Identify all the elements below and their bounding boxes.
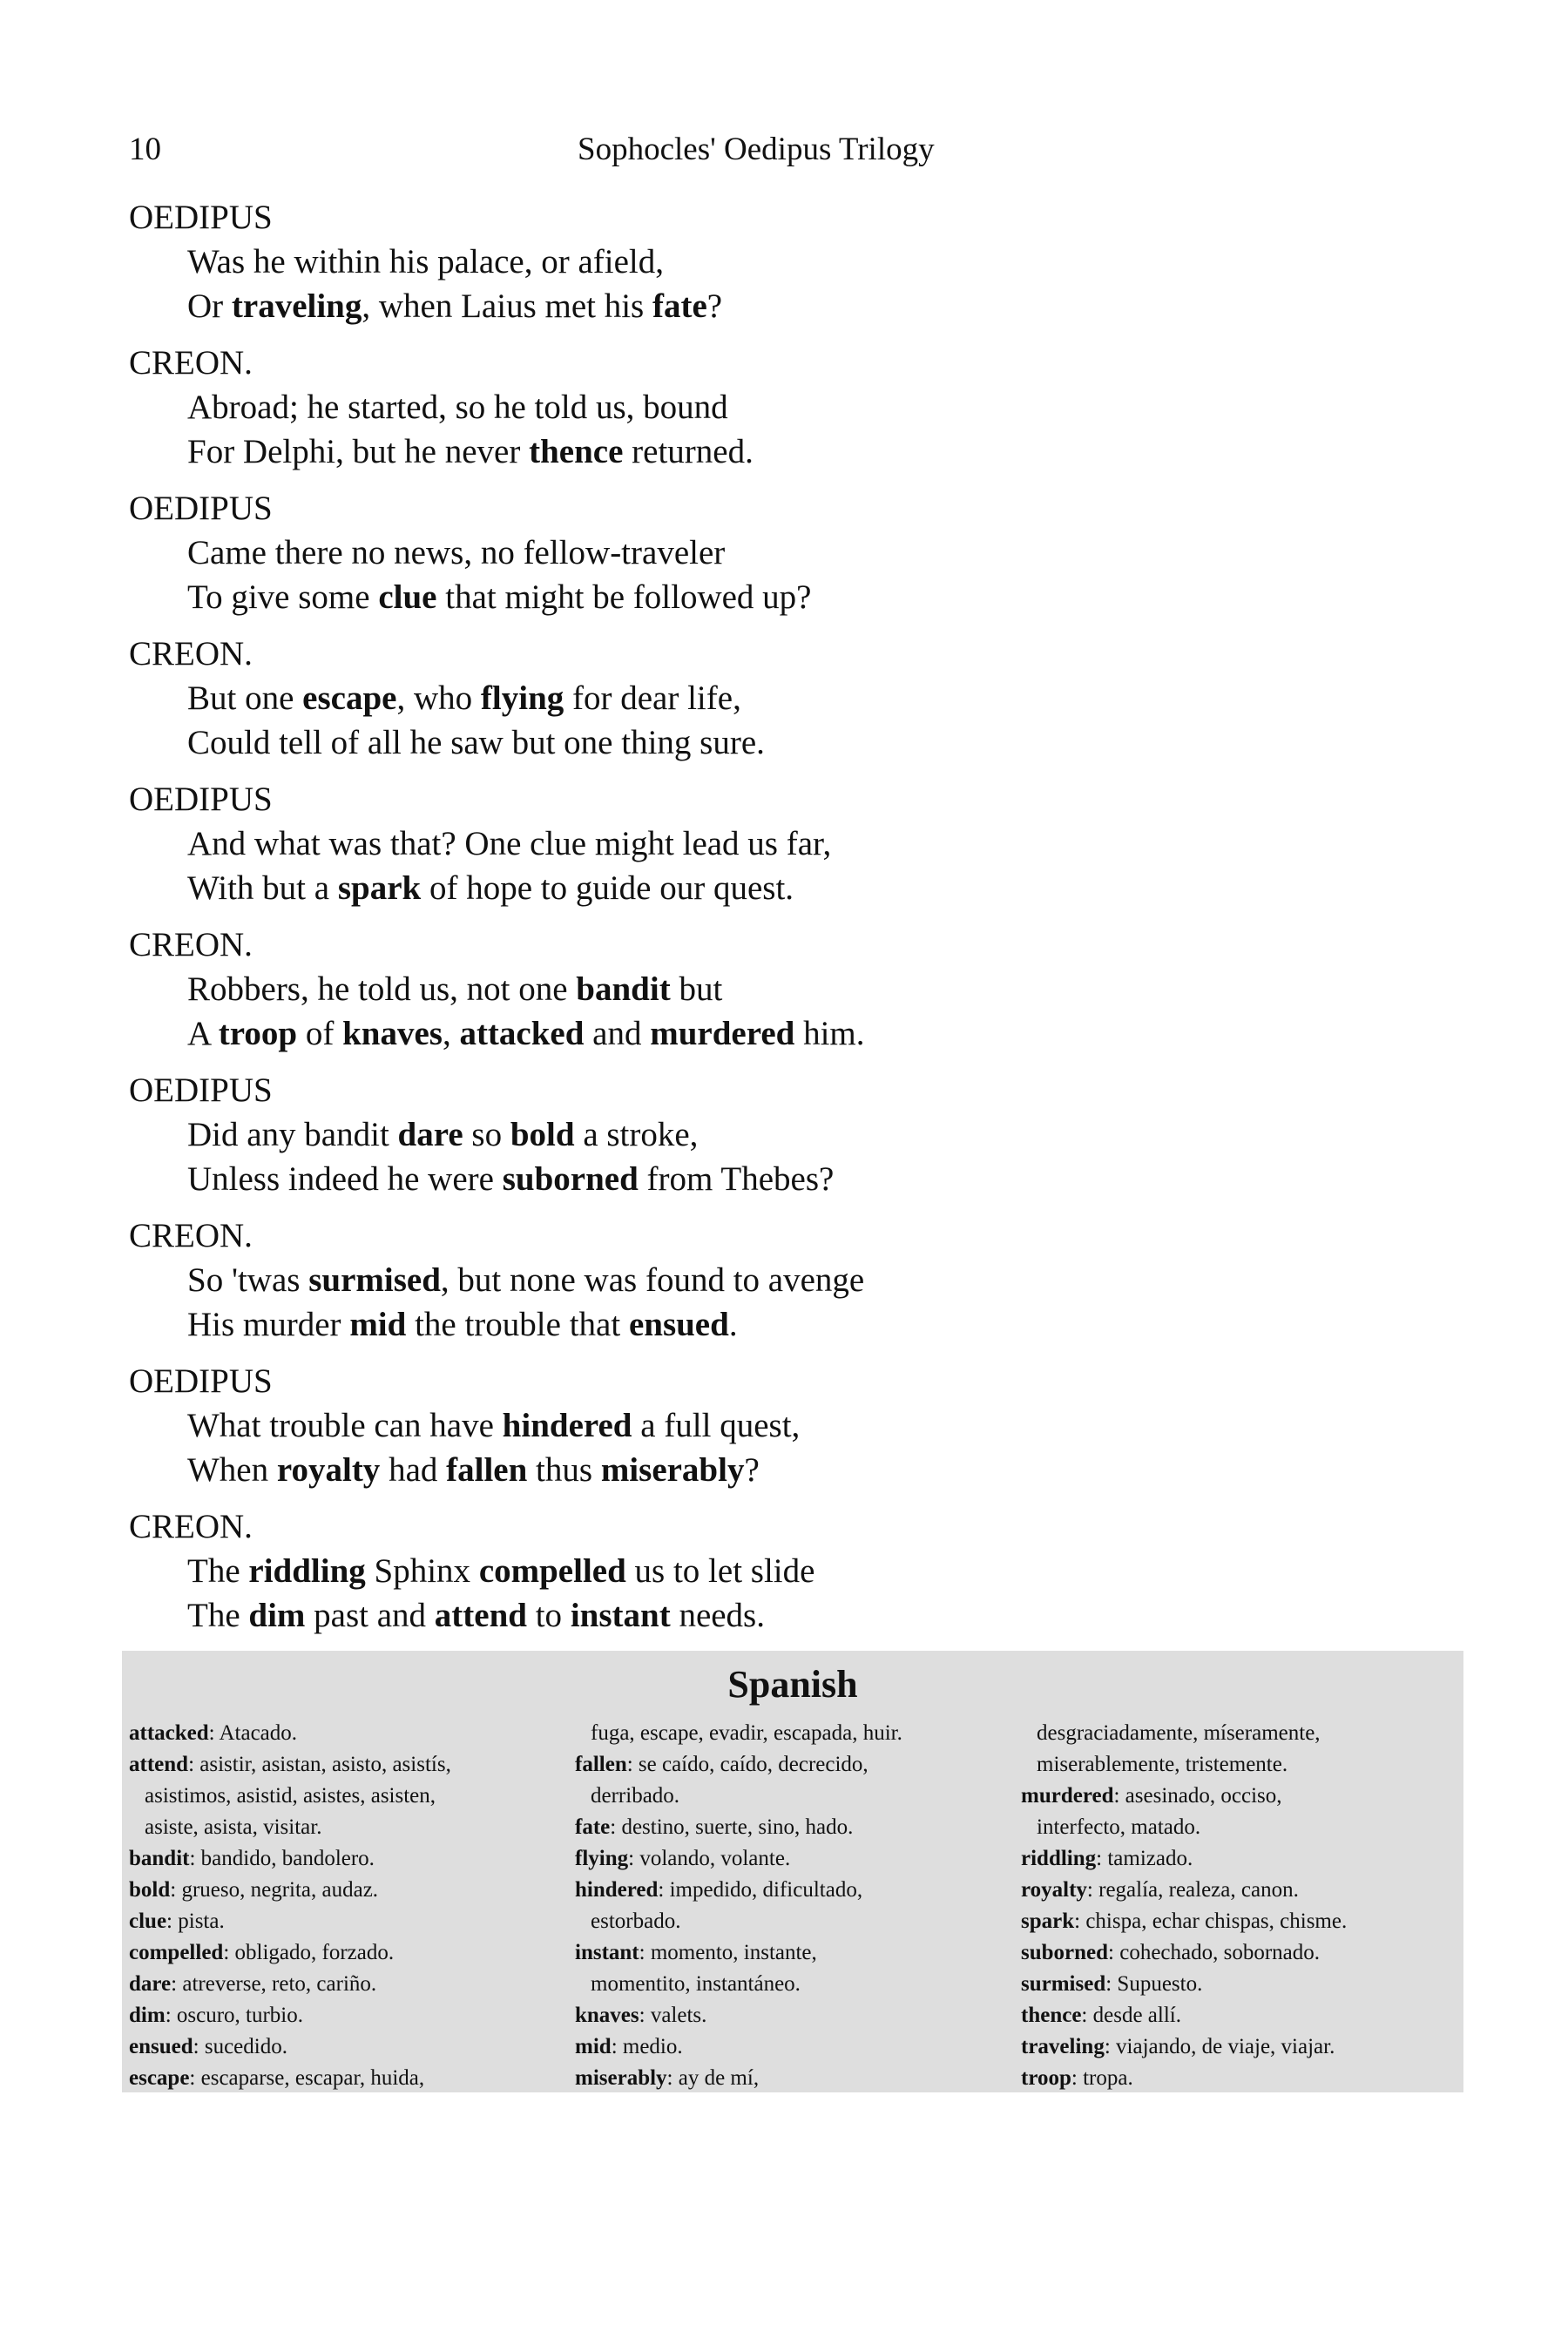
vocabulary-word: surmised [308, 1261, 441, 1299]
speaker-name: OEDIPUS [129, 781, 273, 818]
glossary-entry [575, 1749, 1002, 1812]
vocabulary-word: bandit [576, 970, 671, 1008]
glossary-term: murdered [1021, 1784, 1114, 1808]
glossary-entry [129, 2000, 556, 2031]
exchange [129, 1213, 1453, 1347]
verse-text: returned. [623, 433, 754, 470]
verse-line [129, 866, 1453, 910]
glossary-definition: : medio. [611, 2035, 683, 2058]
vocabulary-word: compelled [478, 1552, 626, 1590]
verse-text: a full quest, [632, 1407, 801, 1444]
glossary-entry [129, 1969, 556, 2000]
glossary-definition: : se caído, caído, decrecido, [626, 1753, 868, 1776]
glossary-definition: : pista. [166, 1909, 225, 1933]
glossary-definition: : regalía, realeza, canon. [1086, 1878, 1299, 1902]
verse-text: a stroke, [574, 1116, 699, 1153]
vocabulary-word: thence [529, 433, 624, 470]
glossary-entry [1021, 1906, 1448, 1937]
glossary-column [129, 1718, 556, 2094]
glossary-definition: : desde allí. [1081, 2004, 1181, 2027]
glossary-term: mid [575, 2035, 612, 2058]
glossary-term: compelled [129, 1941, 224, 1964]
exchange [129, 1504, 1453, 1638]
glossary-definition: : tropa. [1071, 2066, 1133, 2090]
vocabulary-word: escape [302, 679, 397, 717]
glossary-definition-continued: momentito, instantáneo. [591, 1972, 801, 1996]
verse-text: , but none was found to avenge [440, 1261, 865, 1299]
verse-text: Did any bandit [187, 1116, 398, 1153]
speaker-name: CREON. [129, 635, 253, 672]
glossary-entry [575, 2031, 1002, 2063]
glossary-definition: : cohechado, sobornado. [1108, 1941, 1321, 1964]
glossary-definition-continued: asistimos, asistid, asistes, asisten, [145, 1784, 436, 1808]
exchange [129, 632, 1453, 765]
glossary-definition: : grueso, negrita, audaz. [170, 1878, 379, 1902]
glossary-term: bold [129, 1878, 171, 1902]
verse-text: So 'twas [187, 1261, 309, 1299]
exchange [129, 195, 1453, 328]
vocabulary-word: dare [397, 1116, 463, 1153]
verse-line [129, 1448, 1453, 1492]
verse-line [129, 429, 1453, 474]
verse-line [129, 385, 1453, 429]
speaker-name: CREON. [129, 926, 253, 963]
glossary-entry [129, 1749, 556, 1843]
glossary-definition-continued: derribado. [591, 1784, 680, 1808]
glossary-definition: : ay de mí, [666, 2066, 760, 2090]
glossary-definition: : escaparse, escapar, huida, [189, 2066, 425, 2090]
verse-line [129, 1258, 1453, 1302]
verse-text: Or [187, 287, 232, 325]
speaker-name: OEDIPUS [129, 1071, 273, 1109]
glossary-entry [129, 2063, 556, 2094]
vocabulary-word: flying [480, 679, 564, 717]
verse-line [129, 1403, 1453, 1448]
verse-text: With but a [187, 869, 338, 907]
verse-text: of [297, 1015, 343, 1052]
glossary-entry [1021, 2000, 1448, 2031]
vocabulary-word: clue [378, 578, 437, 616]
vocabulary-word: ensued [628, 1306, 729, 1343]
glossary-term: thence [1021, 2004, 1082, 2027]
verse-line [129, 531, 1453, 575]
verse-text: ? [744, 1451, 760, 1489]
glossary-column [1021, 1718, 1448, 2094]
vocabulary-word: instant [570, 1597, 671, 1634]
glossary-entry [129, 1843, 556, 1875]
verse-text: To give some [187, 578, 379, 616]
exchange [129, 341, 1453, 474]
verse-text: the trouble that [406, 1306, 629, 1343]
glossary-term: traveling [1021, 2035, 1105, 2058]
verse-line [129, 1549, 1453, 1593]
glossary-definition: : volando, volante. [628, 1847, 791, 1870]
glossary-term: attend [129, 1753, 189, 1776]
vocabulary-word: riddling [248, 1552, 366, 1590]
glossary-definition: : valets. [639, 2004, 707, 2027]
verse-line [129, 1011, 1453, 1056]
glossary-definition: : destino, suerte, sino, hado. [610, 1815, 854, 1839]
vocabulary-word: attacked [459, 1015, 585, 1052]
verse-text: , who [396, 679, 481, 717]
verse-text: The [187, 1552, 249, 1590]
glossary-definition-continued: asiste, asista, visitar. [145, 1815, 322, 1839]
verse-line [129, 284, 1453, 328]
running-title: Sophocles' Oedipus Trilogy [578, 132, 935, 167]
glossary-term: fallen [575, 1753, 627, 1776]
speaker-name: CREON. [129, 1217, 253, 1254]
glossary-definition-continued: interfecto, matado. [1037, 1815, 1201, 1839]
glossary-definition: : Atacado. [208, 1721, 298, 1745]
glossary-term: surmised [1021, 1972, 1106, 1996]
glossary-definition-continued: miserablemente, tristemente. [1037, 1753, 1288, 1776]
vocabulary-word: suborned [502, 1160, 639, 1198]
speaker-name: CREON. [129, 344, 253, 382]
speaker-name: OEDIPUS [129, 199, 273, 236]
vocabulary-word: royalty [276, 1451, 381, 1489]
glossary-term: attacked [129, 1721, 209, 1745]
glossary-definition: : asesinado, occiso, [1113, 1784, 1282, 1808]
vocabulary-word: attend [434, 1597, 527, 1634]
vocabulary-word: mid [349, 1306, 407, 1343]
glossary-entry [1021, 1937, 1448, 1969]
speaker-name: OEDIPUS [129, 1362, 273, 1400]
verse-text: for dear life, [564, 679, 741, 717]
glossary-term: instant [575, 1941, 639, 1964]
verse-text: that might be followed up? [436, 578, 812, 616]
exchange [129, 1068, 1453, 1201]
exchange [129, 1359, 1453, 1492]
verse-text: us to let slide [625, 1552, 815, 1590]
speaker-name: OEDIPUS [129, 490, 273, 527]
exchange [129, 777, 1453, 910]
verse-text: . [728, 1306, 738, 1343]
glossary-definition: : tamizado. [1096, 1847, 1193, 1870]
verse-text: Abroad; he started, so he told us, bound [187, 389, 728, 426]
verse-line [129, 1302, 1453, 1347]
glossary-bottom-edge [122, 2092, 1463, 2101]
verse-line [129, 240, 1453, 284]
verse-text: The [187, 1597, 249, 1634]
vocabulary-word: dim [248, 1597, 306, 1634]
verse-line [129, 720, 1453, 765]
glossary-term: spark [1021, 1909, 1075, 1933]
glossary-term: ensued [129, 2035, 193, 2058]
glossary-term: bandit [129, 1847, 190, 1870]
verse-text: of hope to guide our quest. [421, 869, 794, 907]
glossary-entry [575, 1812, 1002, 1843]
verse-text: Robbers, he told us, not one [187, 970, 577, 1008]
glossary-definition: : Supuesto. [1105, 1972, 1203, 1996]
glossary-term: clue [129, 1909, 167, 1933]
glossary-entry [1021, 1875, 1448, 1906]
verse-text: him. [794, 1015, 865, 1052]
glossary-entry [1021, 1843, 1448, 1875]
glossary-entry [575, 1843, 1002, 1875]
speaker-name: CREON. [129, 1508, 253, 1545]
vocabulary-word: miserably [600, 1451, 745, 1489]
glossary-entry [575, 1937, 1002, 2000]
glossary-entry [129, 2031, 556, 2063]
spanish-glossary [122, 1651, 1463, 2101]
glossary-definition: : bandido, bandolero. [189, 1847, 375, 1870]
glossary-term: escape [129, 2066, 190, 2090]
exchange [129, 923, 1453, 1056]
verse-line [129, 575, 1453, 619]
verse-text: And what was that? One clue might lead us far, [187, 825, 832, 862]
glossary-entry [1021, 1781, 1448, 1843]
glossary-definition: : atreverse, reto, cariño. [171, 1972, 377, 1996]
verse-text: His murder [187, 1306, 350, 1343]
verse-text: For Delphi, but he never [187, 433, 530, 470]
verse-text: thus [527, 1451, 601, 1489]
glossary-definition: : chispa, echar chispas, chisme. [1074, 1909, 1348, 1933]
exchange [129, 486, 1453, 619]
glossary-column [575, 1718, 1002, 2094]
glossary-term: troop [1021, 2066, 1071, 2090]
verse-text: , [442, 1015, 460, 1052]
glossary-entry [1021, 2031, 1448, 2063]
glossary-definition: : asistir, asistan, asisto, asistís, [188, 1753, 451, 1776]
vocabulary-word: hindered [502, 1407, 632, 1444]
verse-text: A [187, 1015, 219, 1052]
verse-text: Sphinx [365, 1552, 479, 1590]
glossary-entry [129, 1906, 556, 1937]
vocabulary-word: traveling [231, 287, 362, 325]
glossary-entry [575, 2000, 1002, 2031]
glossary-definition-continued: fuga, escape, evadir, escapada, huir. [591, 1721, 902, 1745]
glossary-entry [575, 2063, 1002, 2094]
glossary-definition: : impedido, dificultado, [658, 1878, 863, 1902]
vocabulary-word: bold [510, 1116, 575, 1153]
vocabulary-word: spark [337, 869, 422, 907]
verse-line [129, 1593, 1453, 1638]
verse-text: had [380, 1451, 447, 1489]
verse-text: Could tell of all he saw but one thing sure. [187, 724, 765, 761]
verse-text: But one [187, 679, 303, 717]
glossary-term: miserably [575, 2066, 667, 2090]
glossary-term: suborned [1021, 1941, 1109, 1964]
verse-text: but [670, 970, 723, 1008]
verse-line [129, 1157, 1453, 1201]
glossary-title: Spanish [727, 1663, 858, 1706]
glossary-definition: : oscuro, turbio. [165, 2004, 304, 2027]
verse-text: When [187, 1451, 277, 1489]
verse-text: Was he within his palace, or afield, [187, 243, 665, 280]
glossary-term: hindered [575, 1878, 659, 1902]
glossary-term: riddling [1021, 1847, 1097, 1870]
vocabulary-word: fallen [446, 1451, 528, 1489]
verse-line [129, 676, 1453, 720]
glossary-definition: : viajando, de viaje, viajar. [1104, 2035, 1335, 2058]
verse-text: Unless indeed he were [187, 1160, 503, 1198]
glossary-entry [575, 1718, 1002, 1749]
vocabulary-word: troop [218, 1015, 298, 1052]
verse-text: past and [305, 1597, 435, 1634]
glossary-entry [129, 1718, 556, 1749]
glossary-definition: : momento, instante, [639, 1941, 817, 1964]
vocabulary-word: murdered [650, 1015, 795, 1052]
verse-line [129, 821, 1453, 866]
glossary-definition: : sucedido. [193, 2035, 287, 2058]
glossary-term: flying [575, 1847, 629, 1870]
vocabulary-word: fate [652, 287, 707, 325]
verse-text: What trouble can have [187, 1407, 503, 1444]
verse-text: and [584, 1015, 651, 1052]
glossary-definition: : obligado, forzado. [223, 1941, 395, 1964]
glossary-term: dare [129, 1972, 172, 1996]
glossary-entry [129, 1937, 556, 1969]
verse-text: so [463, 1116, 510, 1153]
glossary-definition-continued: desgraciadamente, míseramente, [1037, 1721, 1321, 1745]
glossary-entry [1021, 2063, 1448, 2094]
glossary-term: royalty [1021, 1878, 1087, 1902]
verse-text: ? [706, 287, 723, 325]
glossary-term: knaves [575, 2004, 639, 2027]
glossary-term: dim [129, 2004, 166, 2027]
page-number: 10 [129, 132, 161, 167]
glossary-entry [1021, 1718, 1448, 1781]
verse-line [129, 967, 1453, 1011]
glossary-entry [129, 1875, 556, 1906]
verse-text: to [526, 1597, 571, 1634]
verse-text: needs. [670, 1597, 765, 1634]
glossary-term: fate [575, 1815, 611, 1839]
glossary-entry [575, 1875, 1002, 1937]
glossary-definition-continued: estorbado. [591, 1909, 681, 1933]
dialogue [129, 195, 1453, 1650]
verse-line [129, 1112, 1453, 1157]
glossary-entry [1021, 1969, 1448, 2000]
vocabulary-word: knaves [342, 1015, 443, 1052]
verse-text: from Thebes? [638, 1160, 835, 1198]
verse-text: , when Laius met his [362, 287, 652, 325]
verse-text: Came there no news, no fellow-traveler [187, 534, 726, 571]
